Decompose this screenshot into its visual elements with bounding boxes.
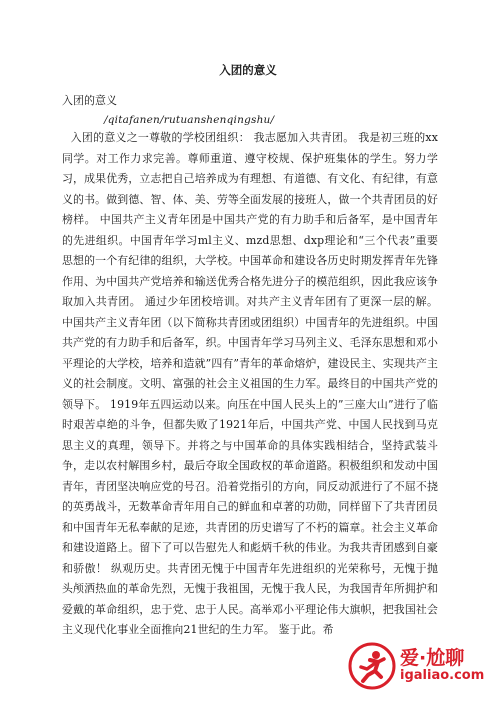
document-subtitle: 入团的意义 xyxy=(62,94,117,107)
site-watermark xyxy=(348,638,488,694)
watermark-text-en: igaliao.com xyxy=(400,668,485,684)
body-paragraph: 入团的意义之一尊敬的学校团组织： 我志愿加入共青团。 我是初三班的xx同学。对工作力求完善。尊师重道、遵守校规、保护班集体的学生。努力学习，成果优秀，立志把自己培养成为有理想、有道德、有文化、有纪律，有意义的书。做到德、智、体、美、劳等全面发展的接班人，做一个共青团员的好榜样。 中国共产主义青年团是中国共产党的有力助手和后备军，是中国青年的先进组织。中国青年学习ml主义、mzd思想、dxp理论和“三个代表”重要思想的一个有纪律的组织，大学校。中国革命和建设各历史时期发挥青年先锋作用、为中国共产党培养和输送优秀合格先进分子的模范组织，因此我应该争取加入共青团。 通过少年团校培训。对共产主义青年团有了更深一层的解。中国共产主义青年团（以下简称共青团或团组织）中国青年的先进组织。中国共产党的有力助手和后备军，织。中国青年学习马列主义、毛泽东思想和邓小平理论的大学校，培养和造就”四有”青年的革命熔炉，建设民主、实现共产主义的社会制度。文明、富强的社会主义祖国的生力军。最终目的中国共产党的领导下。 1919年五四运动以来。向压在中国人民头上的”三座大山”进行了临时艰苦卓绝的斗争，但都失败了1921年后，中国共产党、中国人民找到马克思主义的真理，领导下。并将之与中国革命的具体实践相结合，坚持武装斗争，走以农村解围乡村，最后夺取全国政权的革命道路。积极组织和发动中国青年，青团坚决响应党的号召。沿着党指引的方向，同反动派进行了不屈不挠的英勇战斗，无数革命青年用自己的鲜血和卓著的功勋，同样留下了共青团员和中国青年无私奉献的足迹，共青团的历史谱写了不朽的篇章。社会主义革命和建设道路上。留下了可以告慰先人和彪炳千秋的伟业。为我共青团感到自豪和骄傲！ 纵观历史。共青团无愧于中国青年先进组织的光荣称号，无愧于抛头颅洒热血的革命先烈，无愧于我祖国，无愧于我人民，为我国青年所拥护和爱戴的革命组织，忠于党、忠于人民。高举邓小平理论伟大旗帜，把我国社会主义现代化事业全面推向21世纪的生力军。 鉴于此。希 xyxy=(62,131,438,636)
watermark-text-cn: 爱·尬聊 xyxy=(400,647,465,670)
document-title: 入团的意义 xyxy=(219,63,277,77)
document-url[interactable]: /qitafanen/rutuanshenqingshu/ xyxy=(104,114,275,126)
running-person-logo-icon xyxy=(348,642,396,690)
document-body xyxy=(62,128,438,641)
watermark-text xyxy=(400,649,484,683)
